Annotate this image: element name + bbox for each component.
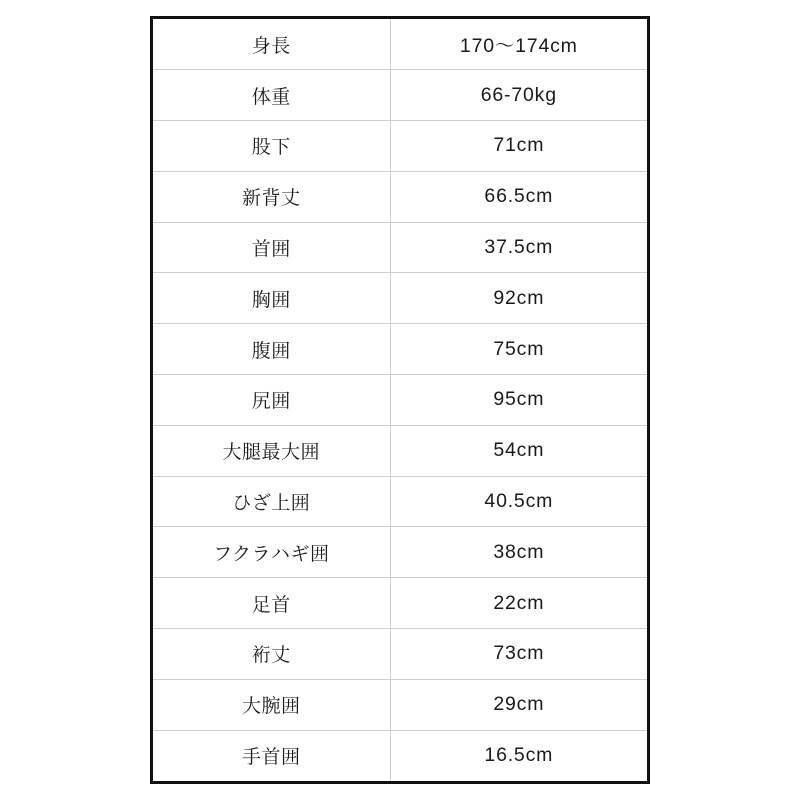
row-label: 股下 bbox=[153, 121, 390, 172]
measurements-table bbox=[153, 19, 647, 781]
row-value: 95cm bbox=[390, 375, 647, 426]
table-row bbox=[153, 171, 647, 222]
table-row bbox=[153, 629, 647, 680]
row-value: 22cm bbox=[390, 578, 647, 629]
row-label: ひざ上囲 bbox=[153, 476, 390, 527]
table-row bbox=[153, 19, 647, 70]
row-label: 胸囲 bbox=[153, 273, 390, 324]
row-label: 腹囲 bbox=[153, 324, 390, 375]
row-label: 新背丈 bbox=[153, 171, 390, 222]
row-label: 尻囲 bbox=[153, 375, 390, 426]
row-value: 71cm bbox=[390, 121, 647, 172]
row-value: 92cm bbox=[390, 273, 647, 324]
table-row bbox=[153, 578, 647, 629]
table-row bbox=[153, 679, 647, 730]
row-label: 体重 bbox=[153, 70, 390, 121]
row-value: 66-70kg bbox=[390, 70, 647, 121]
row-value: 54cm bbox=[390, 425, 647, 476]
row-label: 裄丈 bbox=[153, 629, 390, 680]
table-row bbox=[153, 527, 647, 578]
row-label: 首囲 bbox=[153, 222, 390, 273]
row-label: 大腕囲 bbox=[153, 679, 390, 730]
measurements-table-body bbox=[153, 19, 647, 781]
table-row bbox=[153, 375, 647, 426]
row-label: フクラハギ囲 bbox=[153, 527, 390, 578]
row-value: 75cm bbox=[390, 324, 647, 375]
row-value: 37.5cm bbox=[390, 222, 647, 273]
table-row bbox=[153, 476, 647, 527]
row-label: 身長 bbox=[153, 19, 390, 70]
row-value: 170〜174cm bbox=[390, 19, 647, 70]
row-value: 73cm bbox=[390, 629, 647, 680]
row-value: 38cm bbox=[390, 527, 647, 578]
row-value: 40.5cm bbox=[390, 476, 647, 527]
row-value: 66.5cm bbox=[390, 171, 647, 222]
row-value: 16.5cm bbox=[484, 744, 554, 767]
table-row bbox=[153, 222, 647, 273]
table-row bbox=[153, 425, 647, 476]
table-row bbox=[153, 730, 647, 781]
measurements-table-container bbox=[150, 16, 650, 784]
row-value: 29cm bbox=[390, 679, 647, 730]
table-row bbox=[153, 273, 647, 324]
row-label: 足首 bbox=[153, 578, 390, 629]
table-row bbox=[153, 70, 647, 121]
row-label: 大腿最大囲 bbox=[153, 425, 390, 476]
table-row bbox=[153, 324, 647, 375]
table-row bbox=[153, 121, 647, 172]
row-label: 手首囲 bbox=[153, 730, 390, 781]
